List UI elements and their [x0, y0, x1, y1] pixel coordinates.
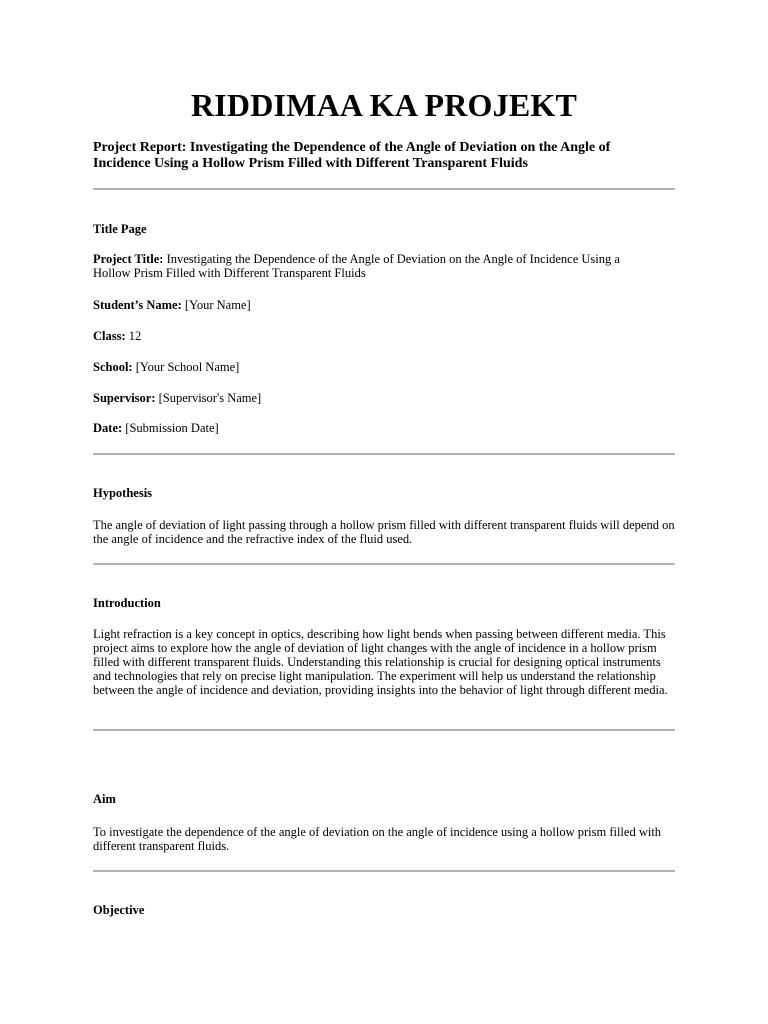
field-date [93, 421, 653, 435]
hypothesis-text: The angle of deviation of light passing through a hollow prism filled with different transparent fluids will depend on the angle of incidence and the refractive index of the fluid used. [93, 518, 675, 546]
field-value: Investigating the Dependence of the Angle of Deviation on the Angle of Incidence Using a Hollow Prism Filled with Different Transparent Fluids [93, 252, 620, 280]
document-title: RIDDIMAA KA PROJEKT [190, 87, 578, 123]
section-divider [93, 563, 675, 565]
introduction-heading: Introduction [93, 596, 161, 610]
field-value: [Supervisor's Name] [158, 391, 262, 405]
section-divider [93, 870, 675, 872]
hypothesis-heading: Hypothesis [93, 486, 153, 500]
field-project-title [93, 252, 653, 280]
section-divider [93, 188, 675, 190]
aim-heading: Aim [93, 792, 116, 806]
section-divider [93, 453, 675, 455]
field-label: Supervisor: [93, 391, 156, 405]
objective-heading: Objective [93, 903, 145, 917]
title-page-heading: Title Page [93, 222, 147, 236]
field-class [93, 329, 653, 343]
aim-text: To investigate the dependence of the angle of deviation on the angle of incidence using a hollow prism filled with different transparent fluids. [93, 825, 662, 853]
section-divider [93, 729, 675, 731]
field-supervisor [93, 391, 653, 405]
field-value: [Your School Name] [135, 360, 240, 374]
field-label: Student’s Name: [93, 298, 182, 312]
field-label: Date: [93, 421, 123, 435]
field-student-name [93, 298, 653, 312]
field-value: [Your Name] [184, 298, 251, 312]
field-label: School: [93, 360, 133, 374]
introduction-text: Light refraction is a key concept in optics, describing how light bends when passing between different media. This project aims to explore how the angle of deviation of light changes with the angle of incidence in a hollow prism filled with different transparent fluids. Understanding this relationship is crucial for designing optical instruments and technologies that rely on precise light manipulation. The experiment will help us understand the relationship between the angle of incidence and deviation, providing insights into the behavior of light through different media. [93, 627, 668, 697]
field-school [93, 360, 653, 374]
report-subtitle: Project Report: Investigating the Dependence of the Angle of Deviation on the Angle of Incidence Using a Hollow Prism Filled with Different Transparent Fluids [93, 140, 611, 171]
field-value: [Submission Date] [125, 421, 219, 435]
field-value: 12 [128, 329, 142, 343]
field-label: Class: [93, 329, 126, 343]
field-label: Project Title: [93, 252, 164, 266]
